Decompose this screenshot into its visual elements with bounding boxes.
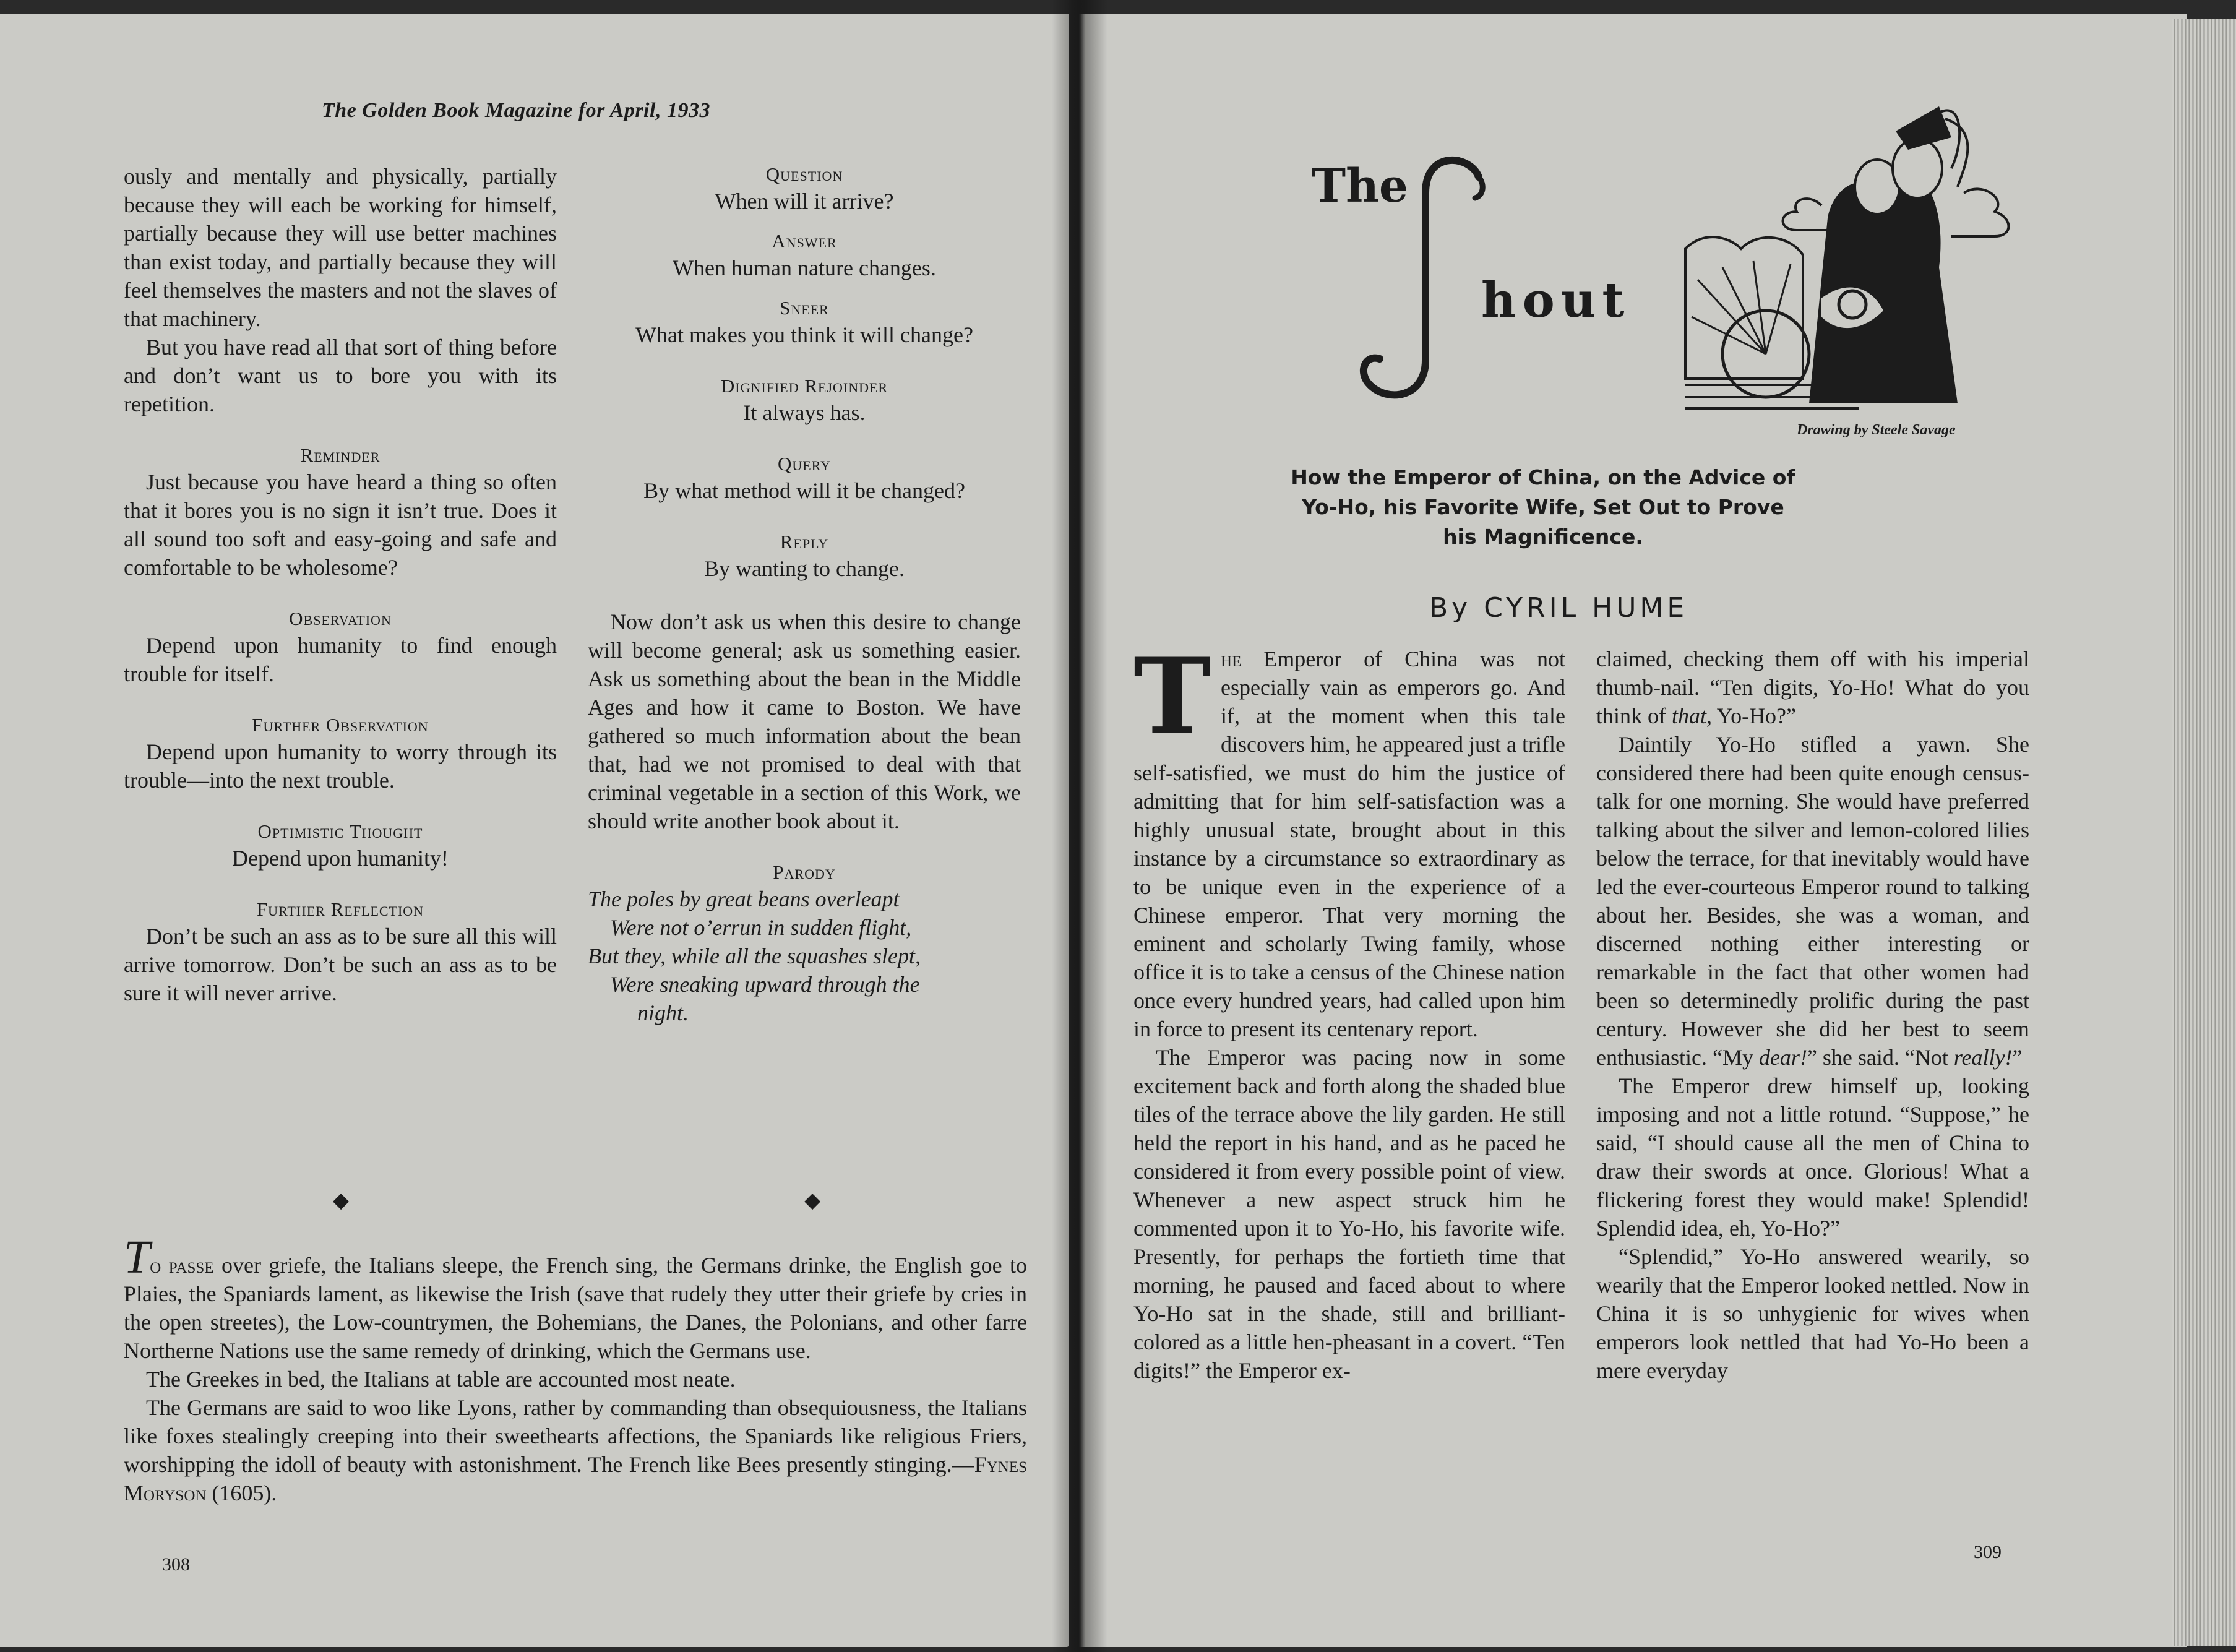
left-column-1 xyxy=(124,162,557,1007)
poem-line: But they, while all the squashes slept, xyxy=(588,944,921,968)
quote-text: over griefe, the Italians sleepe, the French sing, the Germans drinke, the English goe to Plaies, the Spaniards lament, as likewise the Irish (save that rudely they utter their griefe by cries in the open streetes), the Low-countrymen, the Bohemians, the Danes, the Polonians, and other farre Northerne Nations use the same remedy of drinking, which the Germans use. xyxy=(124,1253,1028,1363)
emphasis: that, xyxy=(1672,703,1713,728)
paragraph: Depend upon humanity to worry through its trouble—into the next trouble. xyxy=(124,739,557,793)
quote-lead: o passe xyxy=(150,1253,214,1278)
quote-initial: T xyxy=(124,1231,150,1283)
quote-attribution: Fynes Moryson (1605). xyxy=(124,1452,1027,1505)
poem xyxy=(588,885,1021,1027)
byline-by: By xyxy=(1429,592,1472,624)
emphasis: dear! xyxy=(1758,1045,1807,1070)
article-subtitle xyxy=(1283,463,1803,552)
left-column-2 xyxy=(588,162,1021,1027)
paragraph: Depend upon humanity! xyxy=(232,846,449,871)
paragraph: The Emperor drew himself up, looking imposing and not a little rotund. “Suppose,” he said, “I should cause all the men of China to draw their swords at once. Glorious! What a flickering forest they would make! Splendid! Splendid idea, eh, Yo-Ho?” xyxy=(1596,1073,2029,1241)
section-heading-answer: Answer xyxy=(772,230,837,252)
section-heading-reply: Reply xyxy=(780,531,829,553)
paragraph: It always has. xyxy=(743,400,866,425)
paragraph: Just because you have heard a thing so often that it bores you is no sign it isn’t true. Does it all sound too soft and easy-going and safe and comfortable to be wholesome? xyxy=(124,470,557,580)
book-gutter xyxy=(1052,0,1107,1652)
poem-line: Were sneaking upward through the xyxy=(610,972,920,997)
emperor-illustration-icon xyxy=(1673,94,2019,416)
paragraph: ” she said. “Not xyxy=(1807,1045,1954,1070)
paragraph: Now don’t ask us when this desire to change will become general; ask us something easier. Ask us something about the bean in the Middle Ages and how it came to Boston. We have gathered so much information about the bean that, had we not promised to deal with that criminal vegetable in a section of this Work, we should write another book about it. xyxy=(588,609,1021,833)
article-column-1 xyxy=(1133,635,1565,1385)
section-heading-further-observation: Further Observation xyxy=(252,714,429,736)
paragraph: claimed, checking them off with his imperial thumb-nail. “Ten digits, Yo-Ho! What do you think of xyxy=(1596,647,2029,728)
subtitle-line: Yo-Ho, his Favorite Wife, Set Out to Prove xyxy=(1302,495,1784,519)
author-name: CYRIL HUME xyxy=(1484,592,1688,624)
subtitle-line: How the Emperor of China, on the Advice of xyxy=(1291,465,1795,489)
paragraph: By what method will it be changed? xyxy=(643,478,965,503)
page-edges xyxy=(2172,19,2236,1646)
section-heading-further-reflection: Further Reflection xyxy=(256,898,424,920)
right-page xyxy=(1079,14,2187,1647)
section-heading-sneer: Sneer xyxy=(780,297,829,319)
paragraph: ” xyxy=(2012,1045,2023,1070)
section-heading-optimistic-thought: Optimistic Thought xyxy=(257,820,423,842)
section-heading-query: Query xyxy=(777,453,832,475)
paragraph: Emperor of China was not especially vain as emperors go. And if, at the moment when this tale discovers him, he appeared just a trifle self-satisfied, we must do him the justice of admitting that for him self-satisfaction was a highly unusual state, brought about in this instance by a circumstance so extraordinary as to be unique even in the experience of a Chinese emperor. That very morning the eminent and scholarly Twing family, whose office it is to take a census of the Chinese nation once every hundred years, had called upon him in force to present its centenary report. xyxy=(1133,647,1565,1041)
title-the: The xyxy=(1312,160,1408,213)
section-heading-dignified-rejoinder: Dignified Rejoinder xyxy=(720,375,888,397)
emphasis: really! xyxy=(1953,1045,2013,1070)
paragraph: ously and mentally and physically, partially because they will each be working for himself, partially because they will use better machines than exist today, and partially because they will feel themselves the masters and not the slaves of that machinery. xyxy=(124,164,557,331)
running-head: The Golden Book Magazine for April, 1933 xyxy=(322,99,710,122)
title-hout: hout xyxy=(1481,272,1631,329)
byline xyxy=(1429,592,1688,624)
section-heading-observation: Observation xyxy=(289,608,392,629)
paragraph: The Emperor was pacing now in some excitement back and forth along the shaded blue tiles of the terrace above the lily garden. He still held the report in his hand, and as he paced he considered it from every possible point of view. Whenever a new aspect struck him he commented upon it to Yo-Ho, his favorite wife. Presently, for perhaps the fortieth time that morning, he paused and faced about to where Yo-Ho sat in the shade, still and brilliant-colored as a little hen-pheasant in a covert. “Ten digits!” the Emperor ex- xyxy=(1133,1045,1565,1383)
poem-line: Were not o’errun in sudden flight, xyxy=(610,915,912,940)
poem-line: The poles by great beans overleapt xyxy=(588,887,900,911)
drop-cap: T xyxy=(1133,635,1211,757)
section-heading-reminder: Reminder xyxy=(300,444,381,466)
title-script-s-icon xyxy=(1333,150,1506,410)
paragraph: Yo-Ho?” xyxy=(1712,703,1797,728)
paragraph: The Greekes in bed, the Italians at table are accounted most neate. xyxy=(146,1367,736,1392)
paragraph: “Splendid,” Yo-Ho answered wearily, so wearily that the Emperor looked nettled. Now in China it is so unhygienic for wives when emperors look nettled that had Yo-Ho been a mere everyday xyxy=(1596,1244,2029,1383)
paragraph: Don’t be such an ass as to be sure all this will arrive tomorrow. Don’t be such an ass as to be sure it will never arrive. xyxy=(124,924,557,1005)
subtitle-line: his Magnificence. xyxy=(1443,525,1643,549)
paragraph: But you have read all that sort of thing before and don’t want us to bore you with its repetition. xyxy=(124,335,557,416)
moryson-quote xyxy=(124,1231,1028,1507)
section-heading-question: Question xyxy=(765,163,843,185)
ornament-diamond-icon: ◆ xyxy=(333,1189,350,1212)
paragraph: When will it arrive? xyxy=(715,189,894,213)
poem-line: night. xyxy=(637,1000,689,1025)
illustration-credit: Drawing by Steele Savage xyxy=(1797,422,1956,438)
page-number: 309 xyxy=(1974,1542,2002,1562)
paragraph: Daintily Yo-Ho stifled a yawn. She considered there had been quite enough census-talk for one morning. She would have preferred talking about the silver and lemon-colored lilies below the terrace, for that inevitably would have led the ever-courteous Emperor round to talking about her. Besides, she was a woman, and discerned nothing either interesting or remarkable in the fact that other women had been so determinedly prolific during the past century. However she did her best to seem enthusiastic. “My xyxy=(1596,732,2029,1070)
drop-cap-rest: he xyxy=(1221,647,1242,671)
paragraph: When human nature changes. xyxy=(673,256,936,280)
left-page xyxy=(0,14,1069,1647)
paragraph: What makes you think it will change? xyxy=(635,322,973,347)
article-column-2 xyxy=(1596,645,2029,1385)
section-heading-parody: Parody xyxy=(773,861,836,883)
page-number: 308 xyxy=(162,1554,190,1575)
paragraph: By wanting to change. xyxy=(704,556,905,581)
paragraph: Depend upon humanity to find enough trouble for itself. xyxy=(124,633,557,686)
quote-text: The Germans are said to woo like Lyons, rather by commanding than obsequiousness, the Italians like foxes stealingly creeping into their sweethearts affections, the Spaniards like religious Friers, worshipping the idoll of beauty with astonishment. The French like Bees presently stinging.— xyxy=(124,1395,1027,1477)
ornament-diamond-icon: ◆ xyxy=(804,1189,821,1212)
